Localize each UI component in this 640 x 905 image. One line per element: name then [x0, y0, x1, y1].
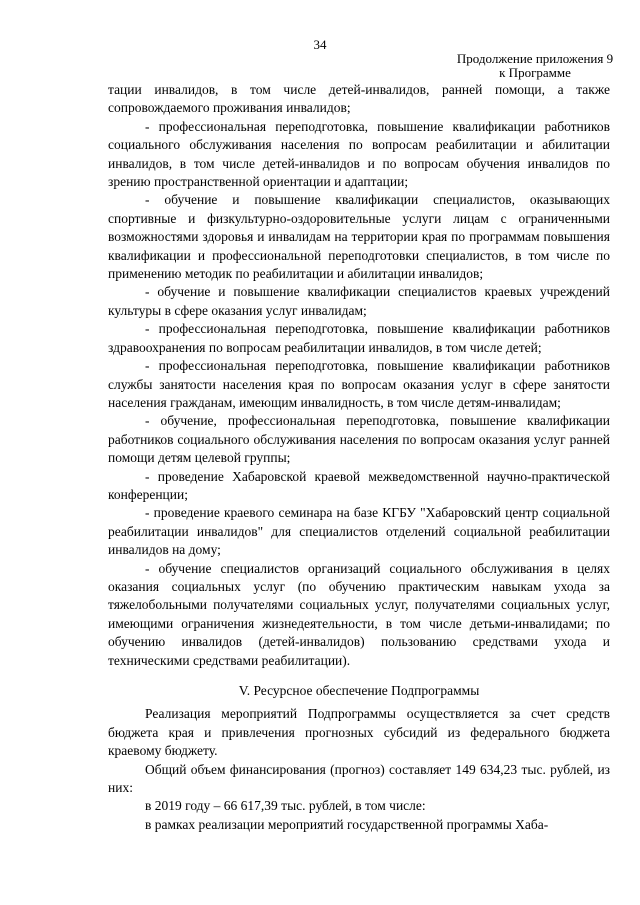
document-body: [108, 81, 610, 834]
list-item: - профессиональная переподготовка, повышение квалификации работников социального обслуживания населения по вопросам реабилитации и абилитации инвалидов, в том числе детей-инвалидов и по вопросам обучения инвалидов по зрению пространственной ориентации и адаптации;: [108, 118, 610, 190]
appendix-line-1: Продолжение приложения 9: [456, 51, 614, 66]
list-item: - обучение и повышение квалификации специалистов краевых учреждений культуры в сфере оказания услуг инвалидам;: [108, 284, 610, 318]
section-paragraph: Реализация мероприятий Подпрограммы осуществляется за счет средств бюджета края и привлечения прогнозных субсидий из федерального бюджета краевому бюджету.: [108, 706, 610, 759]
list-item: - профессиональная переподготовка, повышение квалификации работников здравоохранения по вопросам реабилитации инвалидов, в том числе детей;: [108, 321, 610, 355]
section-title: V. Ресурсное обеспечение Подпрограммы: [238, 683, 480, 698]
paragraph-continuation: тации инвалидов, в том числе детей-инвалидов, ранней помощи, а также сопровождаемого проживания инвалидов;: [108, 82, 610, 116]
page-number: 34: [313, 37, 327, 52]
list-item: - профессиональная переподготовка, повышение квалификации работников службы занятости населения края по вопросам оказания услуг в сфере занятости населения гражданам, имеющим инвалидность, в том числе детям-инвалидам;: [108, 358, 610, 410]
list-item: - проведение краевого семинара на базе КГБУ "Хабаровский центр социальной реабилитации инвалидов" для специалистов отделений социальной реабилитации инвалидов на дому;: [108, 505, 610, 558]
list-item: - обучение и повышение квалификации специалистов, оказывающих спортивные и физкультурно-оздоровительные услуги лицам с ограниченными возможностями здоровья и инвалидам на территории края по программам повышения квалификации и профессиональной переподготовки специалистов, в том числе по применению методик по реабилитации и абилитации инвалидов;: [108, 192, 610, 282]
list-item: - обучение, профессиональная переподготовка, повышение квалификации работников социального обслуживания населения по вопросам оказания услуг ранней помощи детям целевой группы;: [108, 413, 610, 466]
section-paragraph: Общий объем финансирования (прогноз) составляет 149 634,23 тыс. рублей, из них:: [108, 761, 610, 796]
section-paragraph: в рамках реализации мероприятий государственной программы Хаба-: [145, 816, 549, 832]
section-paragraph: в 2019 году – 66 617,39 тыс. рублей, в том числе:: [145, 798, 426, 814]
list-item: - проведение Хабаровской краевой межведомственной научно-практической конференции;: [108, 468, 610, 502]
appendix-note: [440, 52, 630, 80]
appendix-line-2: к Программе: [499, 65, 571, 80]
list-item: - обучение специалистов организаций социального обслуживания в целях оказания социальных услуг (по обучению практическим навыкам ухода за тяжелобольными получателями социальных услуг, получателями социальных услуг, имеющими ограничения жизнедеятельности, в том числе детьми-инвалидами; по обучению инвалидов (детей-инвалидов) пользованию средствами ухода и техническими средствами реабилитации).: [108, 560, 610, 668]
